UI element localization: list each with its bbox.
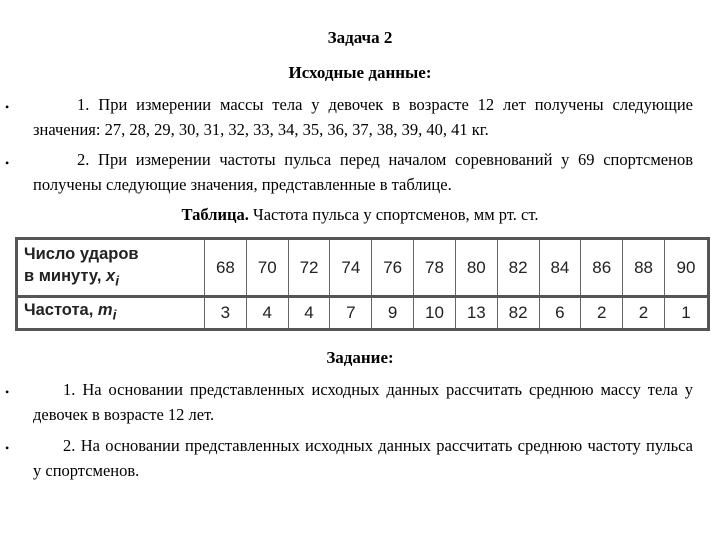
table-cell: 4 [246, 297, 288, 330]
row-header-frequency [17, 297, 205, 330]
source-item-1 [33, 92, 693, 142]
source-item-1-text: При измерении массы тела у девочек в возрасте 12 лет получены следующие значения: 27, 28, 29, 30, 31, 32, 33, 34, 35, 36, 37, 38, 39, 40, 41 кг. [33, 95, 694, 139]
row-header-frequency-symbol: m [97, 301, 113, 320]
table-cell: 90 [664, 239, 708, 297]
bullet-2: • [5, 156, 10, 170]
table-cell: 68 [205, 239, 247, 297]
table-cell: 76 [372, 239, 414, 297]
bullet-3: • [5, 385, 10, 399]
table-cell: 82 [497, 297, 539, 330]
source-item-1-number: 1. [77, 95, 90, 114]
table-cell: 10 [414, 297, 456, 330]
table-cell: 72 [288, 239, 330, 297]
row-header-beats-line1: Число ударов [24, 244, 139, 263]
table-cell: 82 [497, 239, 539, 297]
table-cell: 7 [330, 297, 372, 330]
source-item-2 [33, 147, 693, 197]
source-data-heading: Исходные данные: [288, 63, 432, 82]
table-cell: 13 [455, 297, 497, 330]
task-item-1-number: 1. [63, 380, 76, 399]
task-item-2-text: На основании представленных исходных данных рассчитать среднюю частоту пульса у спортсменов. [33, 436, 693, 480]
page-title: Задача 2 [327, 28, 393, 47]
row-header-frequency-label: Частота, [24, 301, 98, 320]
table-cell: 6 [539, 297, 581, 330]
table-cell: 74 [330, 239, 372, 297]
table-cell: 3 [205, 297, 247, 330]
task-item-1 [33, 377, 693, 427]
table-cell: 9 [372, 297, 414, 330]
table-cell: 1 [664, 297, 708, 330]
task-heading: Задание: [326, 348, 394, 367]
source-item-2-text: При измерении частоты пульса перед началом соревнований у 69 спортсменов получены следующие значения, представленные в таблице. [33, 150, 693, 194]
table-cell: 4 [288, 297, 330, 330]
bullet-4: • [5, 441, 10, 455]
table-cell: 88 [623, 239, 665, 297]
table-caption-text: Частота пульса у спортсменов, мм рт. ст. [248, 205, 539, 224]
task-item-2 [33, 433, 693, 483]
task-item-1-text: На основании представленных исходных данных рассчитать среднюю массу тела у девочек в возрасте 12 лет. [33, 380, 694, 424]
task-item-2-number: 2. [63, 436, 76, 455]
row-header-beats-subscript: i [115, 273, 120, 289]
table-cell: 2 [623, 297, 665, 330]
table-cell: 86 [581, 239, 623, 297]
row-header-beats-symbol: x [106, 266, 116, 285]
table-caption-label: Таблица. [181, 205, 249, 224]
row-header-beats [17, 239, 205, 297]
table-caption [0, 205, 720, 225]
pulse-table [15, 237, 710, 331]
table-row-frequency [17, 297, 709, 330]
table-cell: 84 [539, 239, 581, 297]
source-item-2-number: 2. [77, 150, 90, 169]
bullet-1: • [5, 100, 10, 114]
row-header-beats-line2: в минуту, [24, 266, 107, 285]
row-header-frequency-subscript: i [112, 307, 117, 323]
table-cell: 70 [246, 239, 288, 297]
table-cell: 78 [414, 239, 456, 297]
table-cell: 2 [581, 297, 623, 330]
table-cell: 80 [455, 239, 497, 297]
table-row-beats [17, 239, 709, 297]
